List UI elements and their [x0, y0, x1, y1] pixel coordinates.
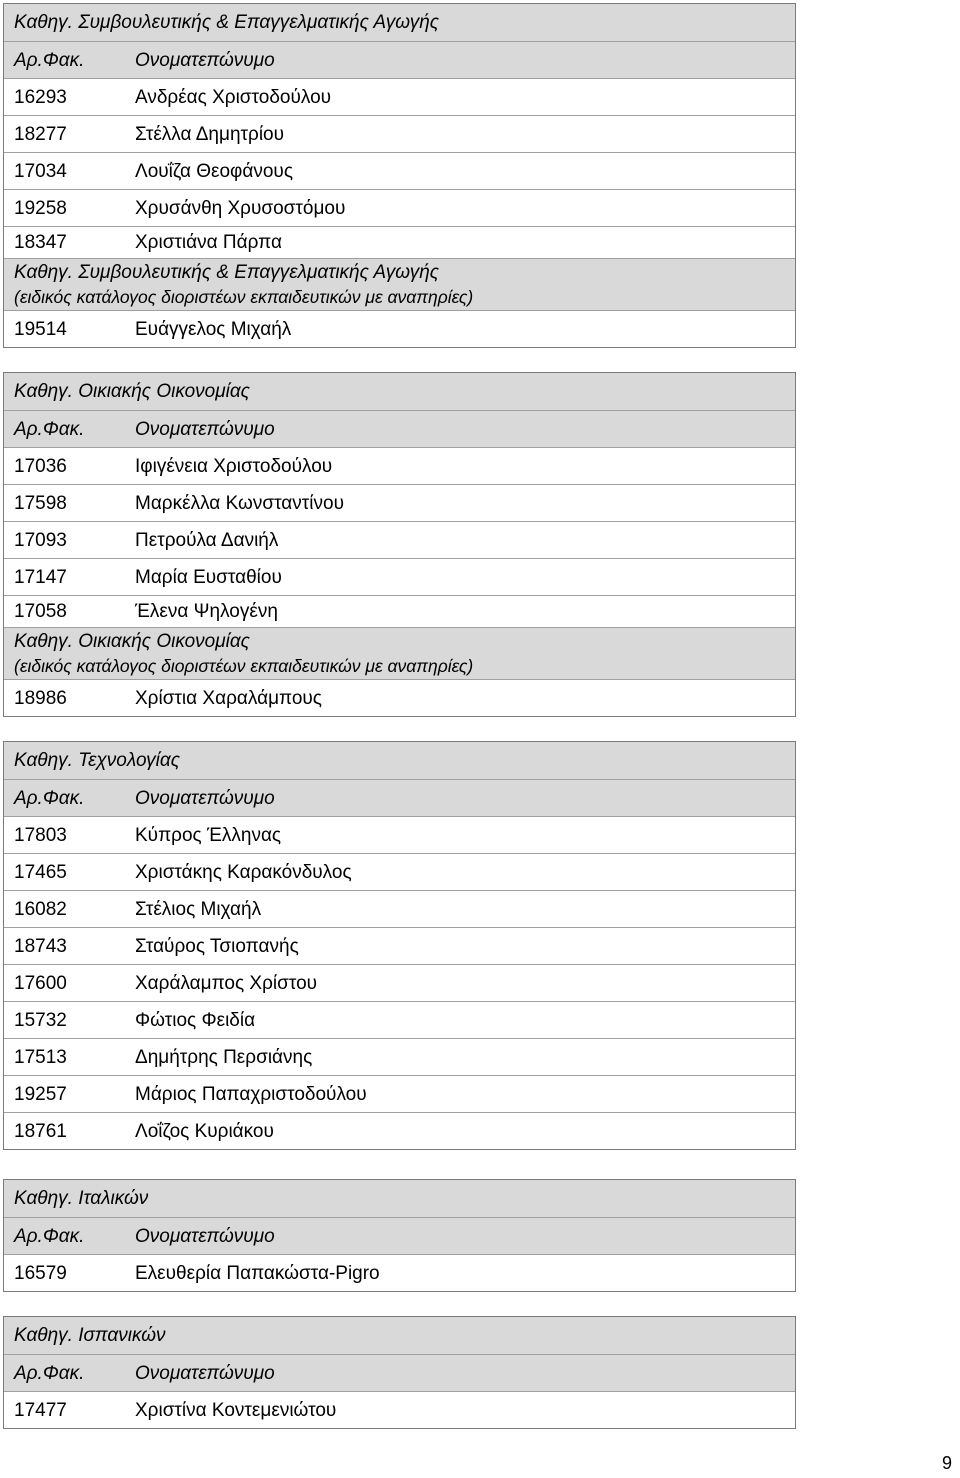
row-name: Χρυσάνθη Χρυσοστόμου [135, 198, 346, 219]
column-header-row [4, 1354, 795, 1391]
row-name: Δημήτρης Περσιάνης [135, 1047, 313, 1068]
row-code: 16293 [14, 87, 67, 108]
section-italian [3, 1179, 796, 1292]
column-header-row [4, 779, 795, 816]
special-list-title: Καθηγ. Συμβουλευτικής & Επαγγελματικής Αγωγής [14, 262, 439, 283]
section-title: Καθηγ. Ισπανικών [14, 1325, 166, 1346]
section-title: Καθηγ. Τεχνολογίας [14, 750, 180, 771]
special-list-title: Καθηγ. Οικιακής Οικονομίας [14, 631, 250, 652]
column-header-row [4, 1217, 795, 1254]
section-title-row [4, 4, 795, 41]
section-title-row [4, 373, 795, 410]
special-list-header [4, 258, 795, 310]
row-name: Μάριος Παπαχριστοδούλου [135, 1084, 367, 1105]
row-code: 18277 [14, 124, 67, 145]
row-name: Ελευθερία Παπακώστα-Pigro [135, 1263, 380, 1284]
row-code: 17600 [14, 973, 67, 994]
col-header-code: Αρ.Φακ. [14, 1363, 85, 1384]
row-name: Λοΐζος Κυριάκου [135, 1121, 274, 1142]
table-row [4, 521, 795, 558]
col-header-code: Αρ.Φακ. [14, 1226, 85, 1247]
row-name: Σταύρος Τσιοπανής [135, 936, 299, 957]
row-name: Φώτιος Φειδία [135, 1010, 256, 1031]
row-code: 19514 [14, 319, 67, 340]
section-spanish [3, 1316, 796, 1429]
row-name: Μαρία Ευσταθίου [135, 567, 282, 588]
section-title-row [4, 1317, 795, 1354]
table-row [4, 78, 795, 115]
row-code: 19257 [14, 1084, 67, 1105]
col-header-name: Ονοματεπώνυμο [135, 1226, 275, 1247]
table-row [4, 964, 795, 1001]
row-name: Λουΐζα Θεοφάνους [135, 161, 293, 182]
section-title: Καθηγ. Οικιακής Οικονομίας [14, 381, 250, 402]
special-list-subtitle: (ειδικός κατάλογος διοριστέων εκπαιδευτικών με αναπηρίες) [14, 287, 474, 307]
row-name: Ανδρέας Χριστοδούλου [135, 87, 332, 108]
section-title-row [4, 1180, 795, 1217]
table-row [4, 1001, 795, 1038]
column-header-row [4, 41, 795, 78]
table-row [4, 816, 795, 853]
special-list-subtitle: (ειδικός κατάλογος διοριστέων εκπαιδευτικών με αναπηρίες) [14, 656, 474, 676]
page-number: 9 [942, 1453, 953, 1473]
table-row [4, 310, 795, 347]
table-row [4, 853, 795, 890]
row-name: Ευάγγελος Μιχαήλ [135, 319, 292, 340]
row-name: Κύπρος Έλληνας [135, 825, 282, 846]
table-row [4, 1075, 795, 1112]
col-header-name: Ονοματεπώνυμο [135, 50, 275, 71]
row-code: 17034 [14, 161, 67, 182]
table-row [4, 115, 795, 152]
row-name: Χριστιάνα Πάρπα [135, 232, 282, 253]
row-code: 16082 [14, 899, 67, 920]
col-header-code: Αρ.Φακ. [14, 788, 85, 809]
table-row [4, 558, 795, 595]
row-code: 19258 [14, 198, 67, 219]
table-row [4, 1112, 795, 1149]
table-row [4, 226, 795, 258]
row-name: Χριστίνα Κοντεμενιώτου [135, 1400, 337, 1421]
section-technology [3, 741, 796, 1150]
col-header-name: Ονοματεπώνυμο [135, 1363, 275, 1384]
section-title-row [4, 742, 795, 779]
section-title: Καθηγ. Συμβουλευτικής & Επαγγελματικής Αγωγής [14, 12, 439, 33]
row-name: Χριστάκης Καρακόνδυλος [135, 862, 352, 883]
row-code: 17803 [14, 825, 67, 846]
column-header-row [4, 410, 795, 447]
col-header-code: Αρ.Φακ. [14, 50, 85, 71]
row-code: 17093 [14, 530, 67, 551]
table-row [4, 595, 795, 627]
row-code: 16579 [14, 1263, 67, 1284]
table-row [4, 1038, 795, 1075]
col-header-name: Ονοματεπώνυμο [135, 419, 275, 440]
row-code: 17477 [14, 1400, 67, 1421]
row-code: 17147 [14, 567, 67, 588]
section-home-economics [3, 372, 796, 717]
row-code: 17036 [14, 456, 67, 477]
row-name: Στέλλα Δημητρίου [135, 124, 285, 145]
table-row [4, 927, 795, 964]
col-header-code: Αρ.Φακ. [14, 419, 85, 440]
row-code: 17058 [14, 601, 67, 622]
table-row [4, 1254, 795, 1291]
section-counseling [3, 3, 796, 348]
row-name: Χαράλαμπος Χρίστου [135, 973, 318, 994]
table-row [4, 189, 795, 226]
row-code: 18743 [14, 936, 67, 957]
row-code: 18761 [14, 1121, 67, 1142]
special-list-header [4, 627, 795, 679]
row-code: 18347 [14, 232, 67, 253]
row-name: Μαρκέλλα Κωνσταντίνου [135, 493, 344, 514]
table-row [4, 1391, 795, 1428]
table-row [4, 152, 795, 189]
table-row [4, 890, 795, 927]
row-name: Ιφιγένεια Χριστοδούλου [135, 456, 333, 477]
row-name: Χρίστια Χαραλάμπους [135, 688, 322, 709]
col-header-name: Ονοματεπώνυμο [135, 788, 275, 809]
row-code: 15732 [14, 1010, 67, 1031]
row-code: 17513 [14, 1047, 67, 1068]
row-name: Έλενα Ψηλογένη [135, 601, 278, 622]
row-code: 17465 [14, 862, 67, 883]
table-row [4, 447, 795, 484]
row-name: Στέλιος Μιχαήλ [135, 899, 262, 920]
table-row [4, 679, 795, 716]
row-code: 18986 [14, 688, 67, 709]
section-title: Καθηγ. Ιταλικών [14, 1188, 149, 1209]
table-row [4, 484, 795, 521]
row-code: 17598 [14, 493, 67, 514]
row-name: Πετρούλα Δανιήλ [135, 530, 279, 551]
